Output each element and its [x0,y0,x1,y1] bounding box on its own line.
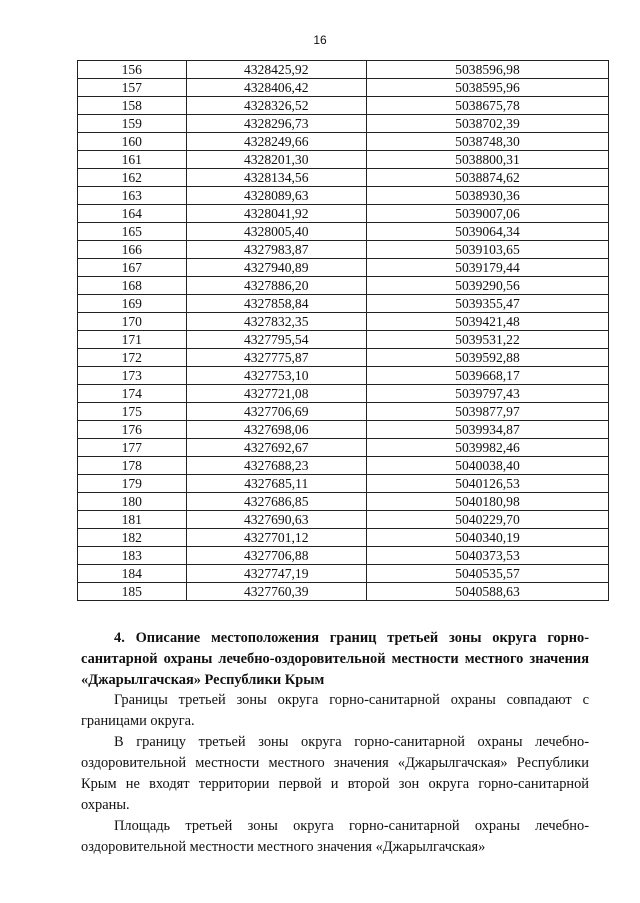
x-coordinate-cell: 4327858,84 [186,295,366,313]
table-row [78,331,609,349]
table-row [78,205,609,223]
table-row [78,511,609,529]
table-row [78,133,609,151]
paragraph: Площадь третьей зоны округа горно-санитарной охраны лечебно-оздоровительной местности местного значения «Джарылгачская» [81,818,589,855]
point-number-cell: 178 [78,457,187,475]
y-coordinate-cell: 5040373,53 [366,547,608,565]
y-coordinate-cell: 5040535,57 [366,565,608,583]
x-coordinate-cell: 4327706,88 [186,547,366,565]
x-coordinate-cell: 4327753,10 [186,367,366,385]
table-row [78,313,609,331]
y-coordinate-cell: 5038874,62 [366,169,608,187]
table-row [78,403,609,421]
table-row [78,367,609,385]
point-number-cell: 181 [78,511,187,529]
y-coordinate-cell: 5038595,96 [366,79,608,97]
point-number-cell: 165 [78,223,187,241]
coordinates-table-body [78,61,609,601]
point-number-cell: 180 [78,493,187,511]
y-coordinate-cell: 5039877,97 [366,403,608,421]
x-coordinate-cell: 4327983,87 [186,241,366,259]
y-coordinate-cell: 5038675,78 [366,97,608,115]
page-number: 16 [313,33,327,47]
y-coordinate-cell: 5039797,43 [366,385,608,403]
y-coordinate-cell: 5039982,46 [366,439,608,457]
table-row [78,277,609,295]
point-number-cell: 169 [78,295,187,313]
y-coordinate-cell: 5039668,17 [366,367,608,385]
x-coordinate-cell: 4327760,39 [186,583,366,601]
y-coordinate-cell: 5039355,47 [366,295,608,313]
table-row [78,169,609,187]
section-heading: 4. Описание местоположения границ третьей зоны округа горно-санитарной охраны лечебно-оздоровительной местности местного значения «Джарылгачская» Республики Крым [81,630,589,688]
x-coordinate-cell: 4328089,63 [186,187,366,205]
y-coordinate-cell: 5039290,56 [366,277,608,295]
paragraph: Границы третьей зоны округа горно-санитарной охраны совпадают с границами округа. [81,692,589,729]
table-row [78,565,609,583]
point-number-cell: 174 [78,385,187,403]
x-coordinate-cell: 4327795,54 [186,331,366,349]
table-row [78,349,609,367]
x-coordinate-cell: 4327940,89 [186,259,366,277]
x-coordinate-cell: 4328296,73 [186,115,366,133]
point-number-cell: 159 [78,115,187,133]
y-coordinate-cell: 5040038,40 [366,457,608,475]
y-coordinate-cell: 5040340,19 [366,529,608,547]
table-row [78,241,609,259]
table-row [78,187,609,205]
table-row [78,475,609,493]
paragraph: В границу третьей зоны округа горно-санитарной охраны лечебно-оздоровительной местности местного значения «Джарылгачская» Республики Крым не входят территории первой и второй зон округа горно-санитарной охраны. [81,734,589,813]
table-row [78,295,609,313]
table-row [78,547,609,565]
point-number-cell: 158 [78,97,187,115]
point-number-cell: 164 [78,205,187,223]
table-row [78,151,609,169]
y-coordinate-cell: 5038748,30 [366,133,608,151]
x-coordinate-cell: 4327688,23 [186,457,366,475]
y-coordinate-cell: 5039531,22 [366,331,608,349]
y-coordinate-cell: 5040126,53 [366,475,608,493]
x-coordinate-cell: 4328326,52 [186,97,366,115]
table-row [78,223,609,241]
table-row [78,529,609,547]
y-coordinate-cell: 5040588,63 [366,583,608,601]
x-coordinate-cell: 4327832,35 [186,313,366,331]
x-coordinate-cell: 4327692,67 [186,439,366,457]
x-coordinate-cell: 4327721,08 [186,385,366,403]
point-number-cell: 157 [78,79,187,97]
point-number-cell: 168 [78,277,187,295]
point-number-cell: 161 [78,151,187,169]
y-coordinate-cell: 5039592,88 [366,349,608,367]
point-number-cell: 176 [78,421,187,439]
y-coordinate-cell: 5038930,36 [366,187,608,205]
table-row [78,385,609,403]
point-number-cell: 160 [78,133,187,151]
y-coordinate-cell: 5039934,87 [366,421,608,439]
x-coordinate-cell: 4327701,12 [186,529,366,547]
x-coordinate-cell: 4327690,63 [186,511,366,529]
table-row [78,97,609,115]
y-coordinate-cell: 5038800,31 [366,151,608,169]
y-coordinate-cell: 5039179,44 [366,259,608,277]
x-coordinate-cell: 4328005,40 [186,223,366,241]
point-number-cell: 162 [78,169,187,187]
x-coordinate-cell: 4327747,19 [186,565,366,583]
point-number-cell: 170 [78,313,187,331]
x-coordinate-cell: 4328406,42 [186,79,366,97]
point-number-cell: 171 [78,331,187,349]
x-coordinate-cell: 4327698,06 [186,421,366,439]
table-row [78,115,609,133]
table-row [78,79,609,97]
section-body [81,690,589,858]
x-coordinate-cell: 4327686,85 [186,493,366,511]
point-number-cell: 184 [78,565,187,583]
y-coordinate-cell: 5040180,98 [366,493,608,511]
x-coordinate-cell: 4327685,11 [186,475,366,493]
point-number-cell: 156 [78,61,187,79]
x-coordinate-cell: 4328425,92 [186,61,366,79]
y-coordinate-cell: 5039007,06 [366,205,608,223]
point-number-cell: 179 [78,475,187,493]
table-row [78,583,609,601]
coordinates-table [77,60,609,601]
point-number-cell: 175 [78,403,187,421]
x-coordinate-cell: 4328201,30 [186,151,366,169]
x-coordinate-cell: 4328041,92 [186,205,366,223]
y-coordinate-cell: 5039064,34 [366,223,608,241]
y-coordinate-cell: 5038702,39 [366,115,608,133]
table-row [78,61,609,79]
y-coordinate-cell: 5039103,65 [366,241,608,259]
point-number-cell: 173 [78,367,187,385]
point-number-cell: 177 [78,439,187,457]
point-number-cell: 185 [78,583,187,601]
x-coordinate-cell: 4328134,56 [186,169,366,187]
x-coordinate-cell: 4327886,20 [186,277,366,295]
x-coordinate-cell: 4328249,66 [186,133,366,151]
point-number-cell: 172 [78,349,187,367]
table-row [78,493,609,511]
point-number-cell: 163 [78,187,187,205]
point-number-cell: 182 [78,529,187,547]
y-coordinate-cell: 5039421,48 [366,313,608,331]
point-number-cell: 167 [78,259,187,277]
point-number-cell: 183 [78,547,187,565]
table-row [78,259,609,277]
y-coordinate-cell: 5038596,98 [366,61,608,79]
table-row [78,439,609,457]
x-coordinate-cell: 4327775,87 [186,349,366,367]
table-row [78,421,609,439]
y-coordinate-cell: 5040229,70 [366,511,608,529]
table-row [78,457,609,475]
x-coordinate-cell: 4327706,69 [186,403,366,421]
point-number-cell: 166 [78,241,187,259]
